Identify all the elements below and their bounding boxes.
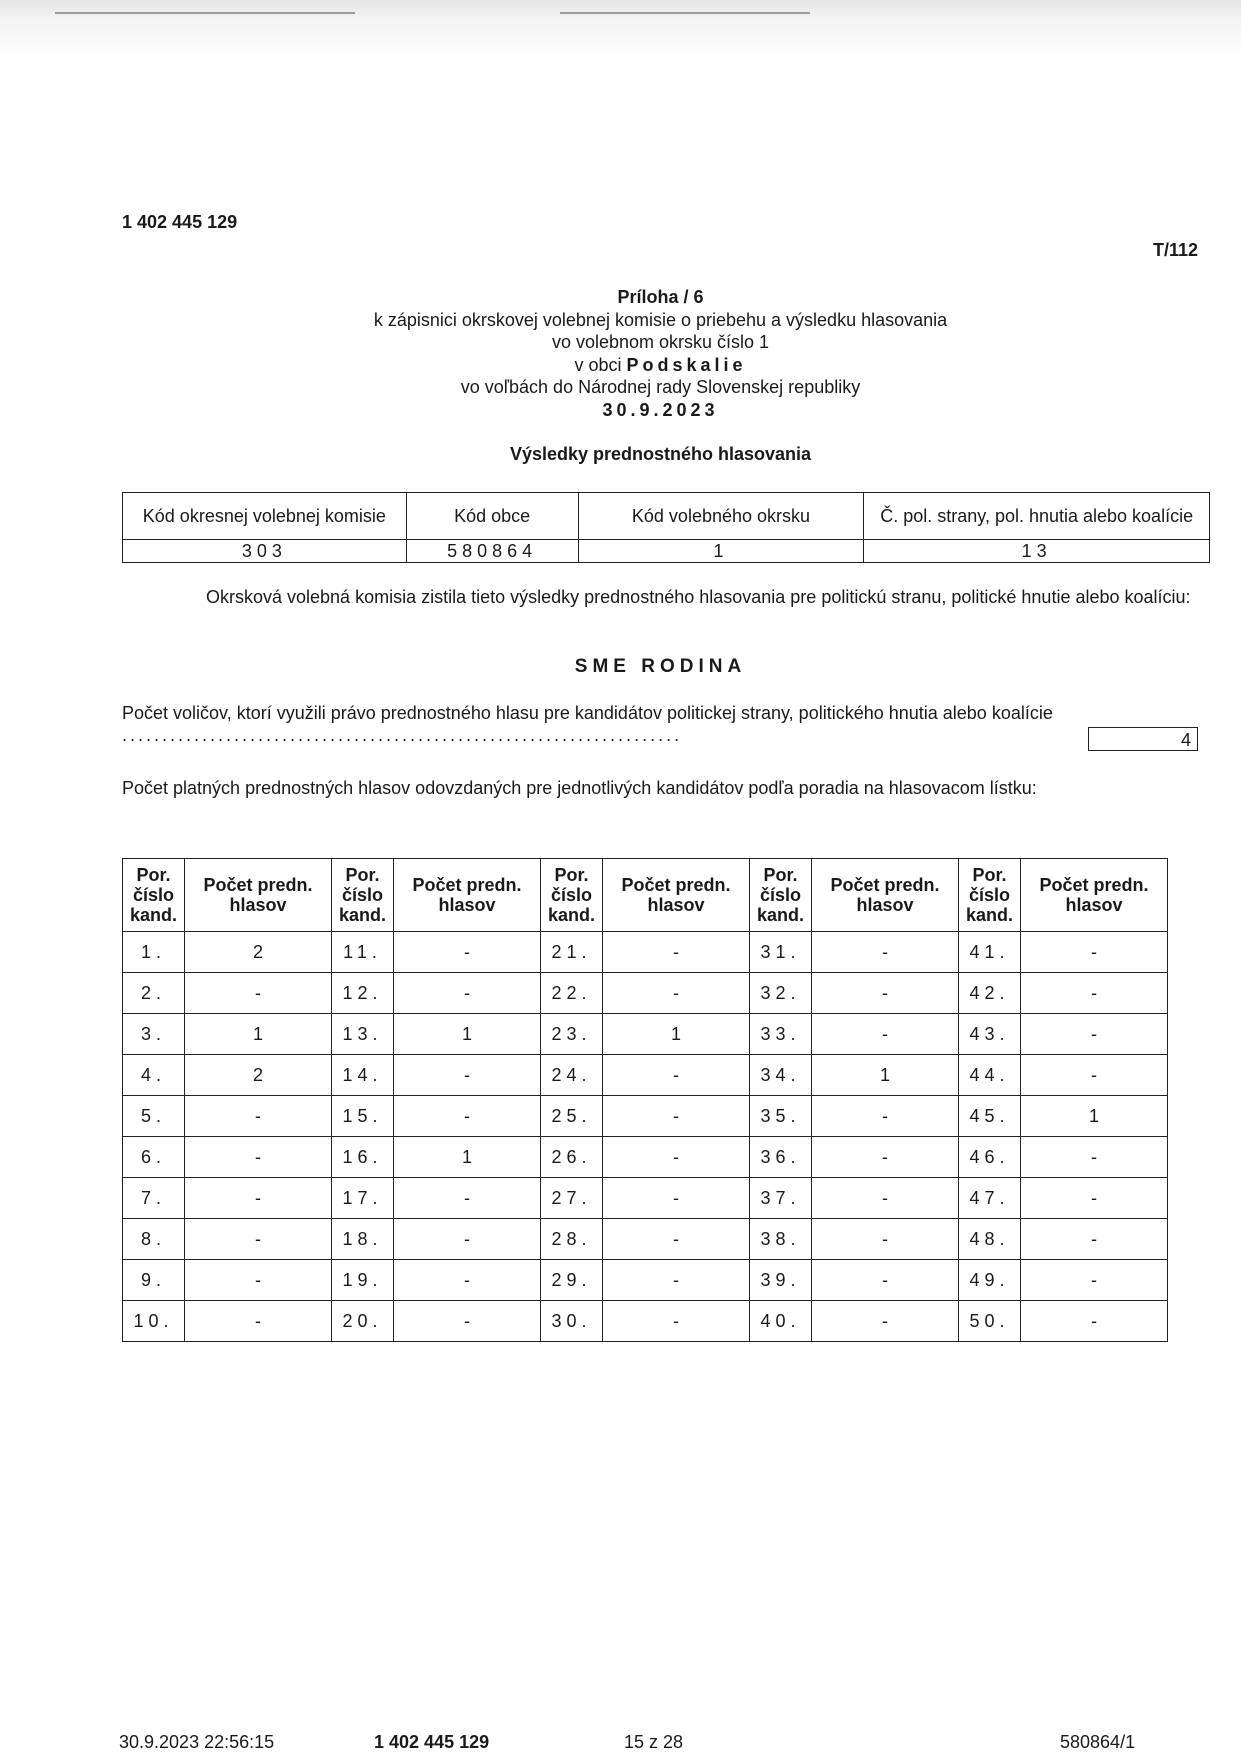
candidate-number: 20. — [332, 1301, 394, 1342]
candidate-votes: 1 — [394, 1014, 541, 1055]
candidate-number: 10. — [123, 1301, 185, 1342]
header-preferential-votes: Počet predn. hlasov — [603, 859, 750, 932]
candidate-votes: - — [603, 932, 750, 973]
candidate-number: 16. — [332, 1137, 394, 1178]
candidate-votes: - — [603, 1219, 750, 1260]
candidate-votes: - — [812, 973, 959, 1014]
candidate-number: 5. — [123, 1096, 185, 1137]
results-table — [122, 858, 1168, 1342]
candidate-votes: - — [394, 1301, 541, 1342]
header-line: vo volebnom okrsku číslo 1 — [551, 332, 770, 352]
table-row — [123, 932, 1168, 973]
candidate-number: 21. — [541, 932, 603, 973]
candidate-votes: - — [394, 932, 541, 973]
candidate-votes: 1 — [185, 1014, 332, 1055]
candidate-number: 25. — [541, 1096, 603, 1137]
candidate-votes: - — [1021, 1301, 1168, 1342]
candidate-votes: - — [812, 1301, 959, 1342]
candidate-number: 17. — [332, 1178, 394, 1219]
voters-count: 4 — [1088, 727, 1198, 751]
candidate-votes: - — [812, 932, 959, 973]
candidate-votes: - — [812, 1137, 959, 1178]
candidate-votes: - — [812, 1014, 959, 1055]
candidate-number: 24. — [541, 1055, 603, 1096]
candidate-number: 33. — [750, 1014, 812, 1055]
table-row — [123, 1219, 1168, 1260]
candidate-number: 47. — [959, 1178, 1021, 1219]
candidate-number: 34. — [750, 1055, 812, 1096]
header-prefix: v obci — [574, 354, 627, 375]
candidate-number: 7. — [123, 1178, 185, 1219]
candidate-votes: - — [1021, 1014, 1168, 1055]
candidate-number: 49. — [959, 1260, 1021, 1301]
table-row — [123, 1055, 1168, 1096]
candidate-votes: - — [812, 1178, 959, 1219]
candidate-votes: 1 — [394, 1137, 541, 1178]
district-commission-code: 303 — [123, 540, 407, 563]
candidate-number: 3. — [123, 1014, 185, 1055]
table-row — [123, 1137, 1168, 1178]
candidate-votes: - — [185, 1096, 332, 1137]
candidate-number: 13. — [332, 1014, 394, 1055]
candidate-votes: - — [1021, 1260, 1168, 1301]
candidate-votes: - — [603, 973, 750, 1014]
candidate-votes: - — [185, 1260, 332, 1301]
candidate-votes: - — [603, 1096, 750, 1137]
candidate-number: 19. — [332, 1260, 394, 1301]
header-line: k zápisnici okrskovej volebnej komisie o priebehu a výsledku hlasovania — [373, 309, 948, 330]
candidate-number: 18. — [332, 1219, 394, 1260]
header-candidate-number: Por. číslo kand. — [541, 859, 603, 932]
codes-header: Č. pol. strany, pol. hnutia alebo koalície — [864, 493, 1210, 540]
footer-reference: 580864/1 — [1060, 1732, 1136, 1752]
candidate-votes: - — [603, 1260, 750, 1301]
candidate-number: 45. — [959, 1096, 1021, 1137]
candidate-votes: 2 — [185, 932, 332, 973]
header-preferential-votes: Počet predn. hlasov — [1021, 859, 1168, 932]
candidate-number: 46. — [959, 1137, 1021, 1178]
candidate-votes: - — [185, 973, 332, 1014]
header-candidate-number: Por. číslo kand. — [332, 859, 394, 932]
candidate-number: 28. — [541, 1219, 603, 1260]
scan-shadow — [0, 0, 1241, 60]
document-header — [0, 286, 1241, 421]
codes-header: Kód obce — [406, 493, 578, 540]
candidate-number: 22. — [541, 973, 603, 1014]
candidate-number: 40. — [750, 1301, 812, 1342]
scan-edge-line — [55, 12, 355, 14]
candidate-votes: - — [603, 1137, 750, 1178]
header-candidate-number: Por. číslo kand. — [123, 859, 185, 932]
candidate-votes: - — [394, 1260, 541, 1301]
candidate-number: 37. — [750, 1178, 812, 1219]
candidate-votes: - — [1021, 932, 1168, 973]
candidate-votes: - — [185, 1137, 332, 1178]
candidate-votes: - — [603, 1178, 750, 1219]
candidate-votes: 2 — [185, 1055, 332, 1096]
municipality-code: 580864 — [406, 540, 578, 563]
candidate-number: 11. — [332, 932, 394, 973]
header-candidate-number: Por. číslo kand. — [959, 859, 1021, 932]
voters-paragraph — [122, 702, 1072, 746]
candidate-votes: - — [185, 1178, 332, 1219]
candidate-number: 43. — [959, 1014, 1021, 1055]
candidate-votes: - — [1021, 1178, 1168, 1219]
intro-paragraph: Okrsková volebná komisia zistila tieto výsledky prednostného hlasovania pre politickú stranu, politické hnutie alebo koalíciu: — [206, 587, 1191, 607]
candidate-number: 32. — [750, 973, 812, 1014]
candidate-number: 15. — [332, 1096, 394, 1137]
candidate-number: 6. — [123, 1137, 185, 1178]
header-candidate-number: Por. číslo kand. — [750, 859, 812, 932]
footer-page-number: 15 z 28 — [624, 1732, 684, 1752]
candidate-number: 8. — [123, 1219, 185, 1260]
election-date: 30.9.2023 — [602, 399, 719, 420]
candidate-votes: - — [812, 1096, 959, 1137]
table-row — [123, 1301, 1168, 1342]
candidate-number: 31. — [750, 932, 812, 973]
candidate-votes: 1 — [603, 1014, 750, 1055]
codes-table — [122, 492, 1210, 563]
table-row — [123, 1096, 1168, 1137]
candidate-votes: 1 — [812, 1055, 959, 1096]
table-row — [123, 1014, 1168, 1055]
candidate-votes: - — [1021, 973, 1168, 1014]
table-row — [123, 973, 1168, 1014]
candidate-number: 4. — [123, 1055, 185, 1096]
candidate-number: 42. — [959, 973, 1021, 1014]
candidate-votes: - — [603, 1055, 750, 1096]
candidate-number: 23. — [541, 1014, 603, 1055]
header-preferential-votes: Počet predn. hlasov — [812, 859, 959, 932]
candidate-number: 14. — [332, 1055, 394, 1096]
candidate-votes: - — [185, 1301, 332, 1342]
candidate-votes: - — [603, 1301, 750, 1342]
candidate-number: 12. — [332, 973, 394, 1014]
codes-header: Kód volebného okrsku — [578, 493, 864, 540]
candidate-number: 2. — [123, 973, 185, 1014]
table-row — [123, 1260, 1168, 1301]
candidate-votes: - — [394, 973, 541, 1014]
header-line: vo voľbách do Národnej rady Slovenskej republiky — [460, 377, 861, 397]
candidate-votes: - — [394, 1096, 541, 1137]
candidate-number: 35. — [750, 1096, 812, 1137]
candidate-votes: - — [394, 1055, 541, 1096]
candidate-number: 9. — [123, 1260, 185, 1301]
candidate-number: 36. — [750, 1137, 812, 1178]
candidate-votes: - — [185, 1219, 332, 1260]
results-header-row — [123, 859, 1168, 932]
candidate-votes: 1 — [1021, 1096, 1168, 1137]
form-code: T/112 — [1152, 240, 1198, 260]
candidate-votes: - — [1021, 1055, 1168, 1096]
voters-text: Počet voličov, ktorí využili právo prednostného hlasu pre kandidátov politickej strany, politického hnutia alebo koalície — [122, 703, 1053, 723]
header-preferential-votes: Počet predn. hlasov — [394, 859, 541, 932]
codes-header: Kód okresnej volebnej komisie — [123, 493, 407, 540]
candidate-number: 48. — [959, 1219, 1021, 1260]
district-code: 1 — [578, 540, 864, 563]
candidate-number: 26. — [541, 1137, 603, 1178]
candidate-number: 44. — [959, 1055, 1021, 1096]
party-number: 13 — [864, 540, 1210, 563]
municipality-name: Podskalie — [626, 354, 747, 375]
candidate-votes: - — [394, 1178, 541, 1219]
candidate-number: 38. — [750, 1219, 812, 1260]
candidate-number: 30. — [541, 1301, 603, 1342]
candidate-number: 29. — [541, 1260, 603, 1301]
party-name: SME RODINA — [574, 656, 747, 677]
header-line — [0, 354, 1241, 377]
document-id: 1 402 445 129 — [122, 212, 238, 232]
candidate-number: 1. — [123, 932, 185, 973]
table-row — [123, 1178, 1168, 1219]
candidate-number: 50. — [959, 1301, 1021, 1342]
header-preferential-votes: Počet predn. hlasov — [185, 859, 332, 932]
dot-leader: ...................................................................... — [122, 725, 683, 745]
candidate-number: 39. — [750, 1260, 812, 1301]
candidates-paragraph: Počet platných prednostných hlasov odovzdaných pre jednotlivých kandidátov podľa poradia na hlasovacom lístku: — [122, 778, 1037, 798]
annex-title: Príloha / 6 — [617, 287, 704, 307]
candidate-votes: - — [1021, 1137, 1168, 1178]
candidate-number: 41. — [959, 932, 1021, 973]
candidate-votes: - — [1021, 1219, 1168, 1260]
candidate-votes: - — [812, 1260, 959, 1301]
candidate-votes: - — [394, 1219, 541, 1260]
candidate-votes: - — [812, 1219, 959, 1260]
section-title: Výsledky prednostného hlasovania — [509, 444, 812, 464]
candidate-number: 27. — [541, 1178, 603, 1219]
scan-edge-line — [560, 12, 810, 14]
footer-timestamp: 30.9.2023 22:56:15 — [119, 1732, 275, 1752]
footer-document-id: 1 402 445 129 — [374, 1732, 490, 1752]
